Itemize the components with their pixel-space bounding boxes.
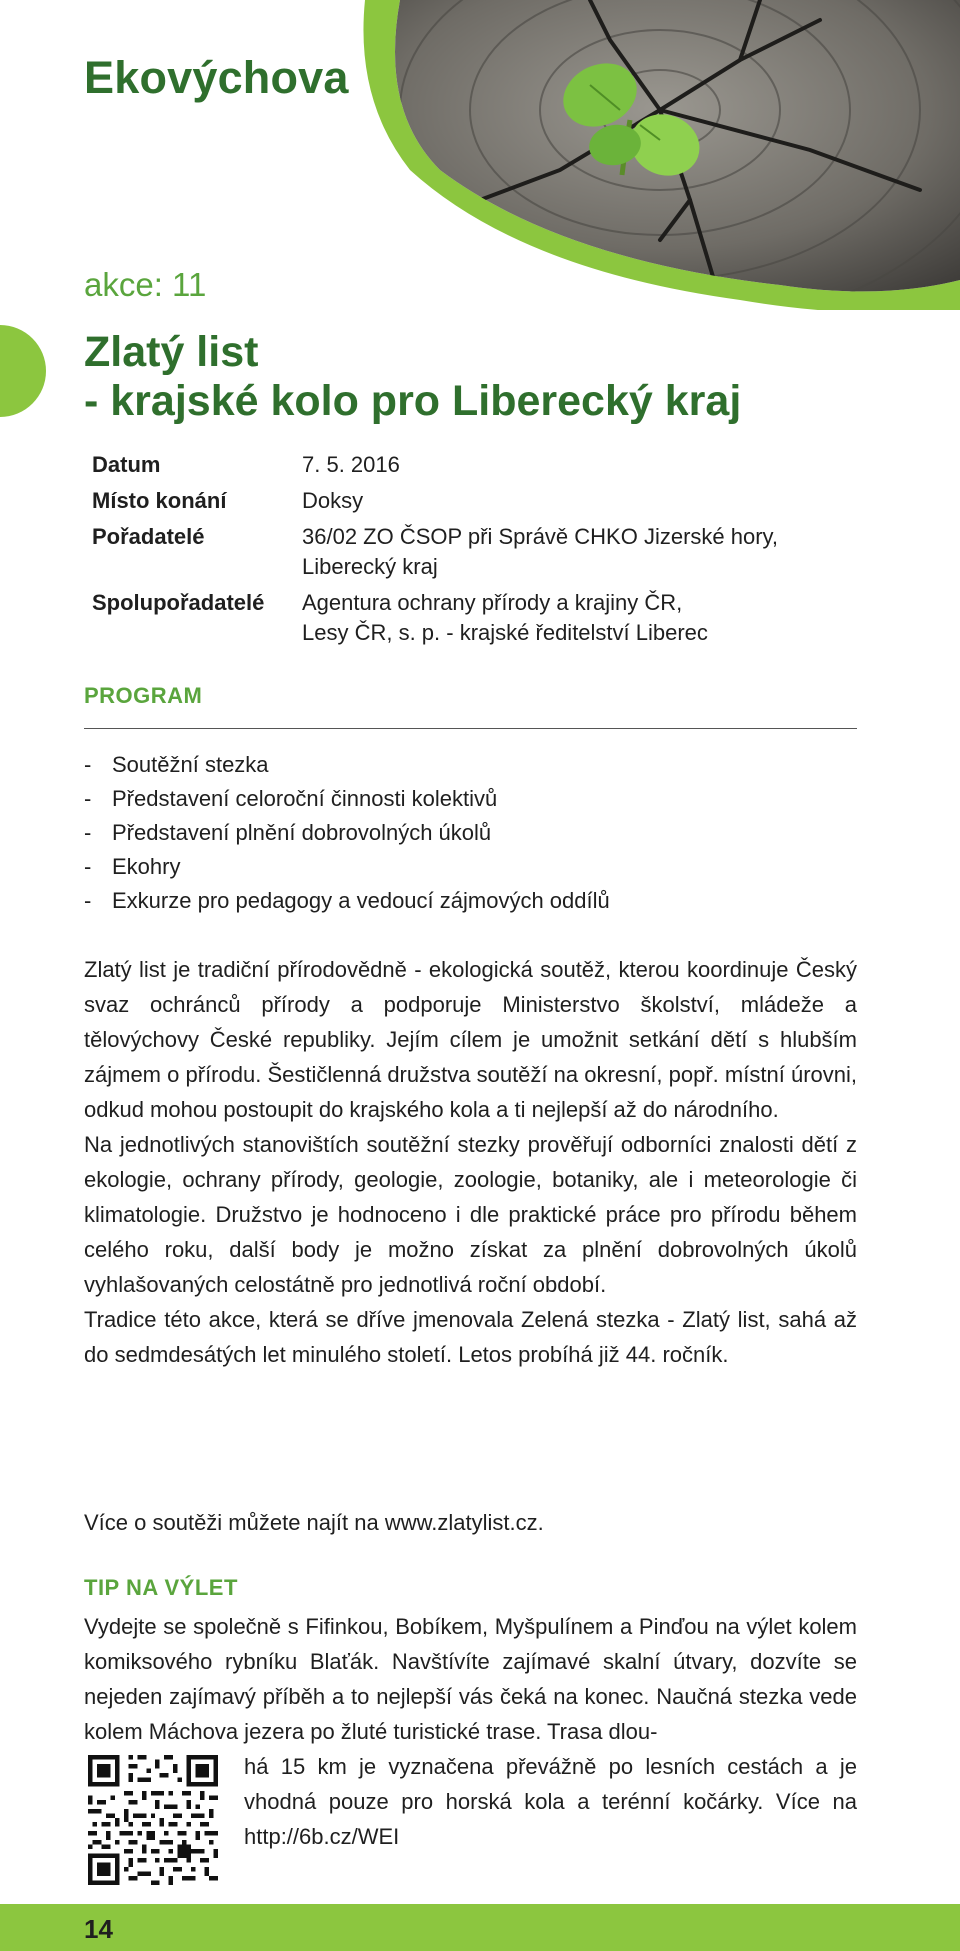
program-item-text: Představení celoroční činnosti kolektivů	[112, 786, 498, 811]
info-value	[302, 588, 778, 654]
more-info-text: Více o soutěži můžete najít na www.zlatylist.cz.	[84, 1510, 544, 1535]
program-item	[84, 884, 610, 918]
description-paragraph: Zlatý list je tradiční přírodovědně - ekologická soutěž, kterou koordinuje Český svaz ochránců přírody a podporuje Ministerstvo školství, mládeže a tělovýchovy České republiky. Jejím cílem je umožnit setkání dětí s hlubším zájmem o přírodu. Šestičlenná družstva soutěží na okresní, popř. místní úrovni, odkud mohou postoupit do krajského kola a ti nejlepší až do národního.	[84, 957, 857, 1122]
dash-icon: -	[84, 888, 92, 913]
info-value-line: Liberecký kraj	[302, 554, 438, 579]
program-item	[84, 816, 610, 850]
program-heading: PROGRAM	[84, 683, 203, 708]
info-value	[302, 522, 778, 588]
program-divider	[84, 728, 857, 729]
program-item-text: Exkurze pro pedagogy a vedoucí zájmových oddílů	[112, 888, 610, 913]
section-title: Ekovýchova	[84, 52, 349, 103]
info-row-organizers	[92, 522, 778, 588]
event-title-line1: Zlatý list	[84, 328, 259, 376]
info-value-line: Doksy	[302, 488, 364, 513]
side-tab-decoration	[0, 325, 46, 417]
event-title	[84, 328, 864, 426]
info-value	[302, 450, 778, 486]
event-info-table	[92, 450, 778, 654]
info-row-place	[92, 486, 778, 522]
event-number: akce: 11	[84, 266, 207, 303]
info-value	[302, 486, 778, 522]
program-item	[84, 748, 610, 782]
dash-icon: -	[84, 752, 92, 777]
info-row-co-organizers	[92, 588, 778, 654]
dash-icon: -	[84, 820, 92, 845]
info-value-line: 36/02 ZO ČSOP při Správě CHKO Jizerské hory,	[302, 524, 779, 549]
page-number: 14	[84, 1914, 113, 1944]
info-value-line: Lesy ČR, s. p. - krajské ředitelství Liberec	[302, 620, 708, 645]
program-item-text: Soutěžní stezka	[112, 752, 269, 777]
tree-stump-sprout-icon	[360, 0, 960, 310]
qr-code-icon	[88, 1755, 218, 1885]
info-row-date	[92, 450, 778, 486]
description	[84, 952, 857, 1372]
dash-icon: -	[84, 786, 92, 811]
info-value-line: Agentura ochrany přírody a krajiny ČR,	[302, 590, 683, 615]
description-paragraph: Tradice této akce, která se dříve jmenovala Zelená stezka - Zlatý list, sahá až do sedmdesátých let minulého století. Letos probíhá již 44. ročník.	[84, 1307, 857, 1367]
hero-photo	[360, 0, 960, 310]
tip-text-continued: há 15 km je vyznačena převážně po lesních cestách a je vhodná pouze pro horská kola a terénní kočárky. Více na http://6b.cz/WEI	[244, 1754, 857, 1849]
program-item	[84, 782, 610, 816]
description-paragraph: Na jednotlivých stanovištích soutěžní stezky prověřují odborníci znalosti dětí z ekologie, ochrany přírody, geologie, zoologie, botaniky, ale i meteorologie či klimatologie. Družstvo je hodnoceno i dle praktické práce pro přírodu během celého roku, další body je možno získat za plnění dobrovolných úkolů vyhlašovaných celostátně pro jednotlivá roční období.	[84, 1132, 857, 1297]
program-item-text: Ekohry	[112, 854, 181, 879]
info-value-line: 7. 5. 2016	[302, 452, 400, 477]
info-label: Datum	[92, 452, 161, 477]
program-item-text: Představení plnění dobrovolných úkolů	[112, 820, 492, 845]
info-label: Místo konání	[92, 488, 227, 513]
dash-icon: -	[84, 854, 92, 879]
info-label: Pořadatelé	[92, 524, 205, 549]
tip-heading: TIP NA VÝLET	[84, 1575, 238, 1600]
info-label: Spolupořadatelé	[92, 590, 265, 615]
footer-bar	[0, 1904, 960, 1951]
event-title-line2: - krajské kolo pro Liberecký kraj	[84, 377, 742, 425]
tip-text: Vydejte se společně s Fifinkou, Bobíkem, Myšpulínem a Pinďou na výlet kolem komiksového rybníku Blaťák. Navštívíte zajímavé skalní útvary, dozvíte se nejeden zajímavý příběh a to nejlepší vás čeká na konec. Naučná stezka vede kolem Máchova jezera po žluté turistické trase. Trasa dlou-	[84, 1614, 857, 1744]
program-list	[84, 748, 610, 918]
program-item	[84, 850, 610, 884]
